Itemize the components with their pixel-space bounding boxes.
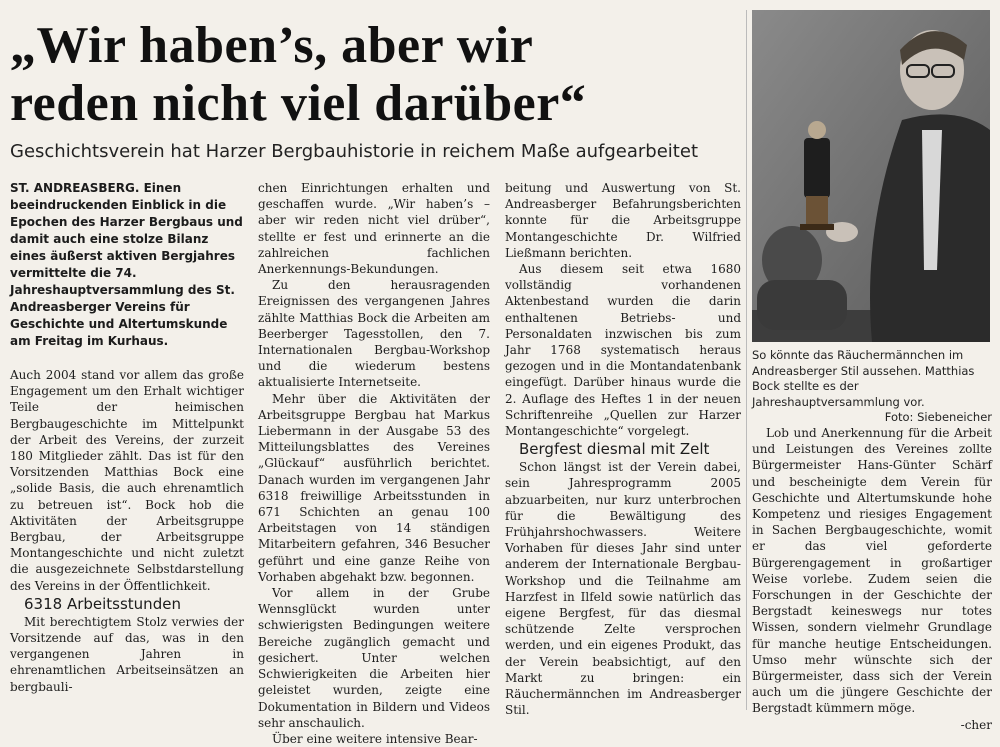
subheadline: Geschichtsverein hat Harzer Bergbauhistorie in reichem Maße aufgearbeitet xyxy=(10,141,698,162)
column-3 xyxy=(505,180,741,719)
body-paragraph: Aus diesem seit etwa 1680 vollständig vorhandenen Aktenbestand wurden die darin enthaltenen Betriebs- und Personaldaten inzwischen bis zum Jahr 1768 systematisch heraus gezogen und in die Montandatenbank eingefügt. Darüber hinaus wurde die 2. Auflage des Heftes 1 in der neuen Schriftenreihe „Quellen zur Harzer Montangeschichte“ vorgelegt. xyxy=(505,262,741,439)
body-paragraph: Zu den herausragenden Ereignissen des vergangenen Jahres zählte Matthias Bock die Arbeiten am Beerberger Tagesstollen, den 7. Internationalen Bergbau-Workshop und die wiederum bestens aktualisierte Internetseite. xyxy=(258,278,490,390)
body-paragraph: Lob und Anerkennung für die Arbeit und Leistungen des Vereines zollte Bürgermeister Hans-Günter Schärf und bescheinigte dem Verein für Geschichte und Altertumskunde hohe Kompetenz und riesiges Engagement in Sachen Bergbaugeschichte, womit er das viel geforderte Bürgerengagement in großartiger Weise vorlebe. Zudem seien die Forschungen in der Geschichte der Bergstadt keineswegs nur totes Wissen, sondern vielmehr Grundlage für manche heutige Entscheidungen. Umso mehr wünschte sich der Bürgermeister, dass sich der Verein auch um die jüngere Geschichte der Bergstadt kümmern möge. xyxy=(752,426,992,716)
headline-line-1: „Wir haben’s, aber wir xyxy=(10,17,534,74)
body-paragraph: Mit berechtigtem Stolz verwies der Vorsitzende auf das, was in den vergangenen Jahren in ehrenamtlichen Arbeitseinsätzen an bergbauli- xyxy=(10,614,244,694)
caption-text: So könnte das Räuchermännchen im Andreasberger Stil aussehen. Matthias Bock stellte es der Jahreshauptversammlung vor. xyxy=(752,348,975,409)
photo-caption xyxy=(752,348,992,426)
article-photo xyxy=(752,10,990,342)
body-paragraph: Mehr über die Aktivitäten der Arbeitsgruppe Bergbau hat Markus Liebermann in der Ausgabe 53 des Mitteilungsblattes des Vereines „Glückauf“ ausführlich berichtet. Danach wurden im vergangenen Jahr 6318 freiwillige Arbeitsstunden in 671 Schichten an genau 100 Arbeitstagen von 14 ständigen Mitarbeitern gefahren, 346 Besucher geführt und eine ganze Reihe von Vorhaben abgehakt bzw. begonnen. xyxy=(258,391,490,584)
body-paragraph: Schon längst ist der Verein dabei, sein Jahresprogramm 2005 abzuarbeiten, nur kurz unterbrochen für die Bewältigung des Frühjahrshochwassers. Weitere Vorhaben für dieses Jahr sind unter anderem der Internationale Bergbau-Workshop und die Teilnahme am Harzfest in Ilfeld sowie natürlich das eigene Bergfest, für das diesmal schützende Zelte versprochen werden, und ein eigenes Produkt, das der Verein beabsichtigt, auf den Markt zu bringen: ein Räuchermännchen im Andreasberger Stil. xyxy=(505,460,741,718)
lead-paragraph: ST. ANDREASBERG. Einen beeindruckenden Einblick in die Epochen des Harzer Bergbaus und damit auch eine stolze Bilanz eines äußerst aktiven Bergjahres vermittelte die 74. Jahreshauptversammlung des St. Andreasberger Vereins für Geschichte und Altertumskunde am Freitag im Kurhaus. xyxy=(10,181,243,348)
section-heading-arbeitsstunden: 6318 Arbeitsstunden xyxy=(24,594,181,613)
column-divider xyxy=(746,10,747,710)
body-paragraph: chen Einrichtungen erhalten und geschaffen wurde. „Wir haben’s – aber wir reden nicht viel drüber“, stellte er fest und erinnerte an die zahlreichen fachlichen Anerkennungs-Bekundungen. xyxy=(258,181,490,277)
body-paragraph: Auch 2004 stand vor allem das große Engagement um den Erhalt wichtiger Teile der heimischen Bergbaugeschichte im Mittelpunkt der Arbeit des Vereins, der zurzeit 180 Mitglieder zählt. Das ist für den Vorsitzenden Matthias Bock eine „solide Basis, die auch ehrenamtlich zu betreuen ist“. Bock hob die Aktivitäten der Arbeitsgruppe Bergbau, der Arbeitsgruppe Montangeschichte und nicht zuletzt die ausgezeichnete Selbstdarstellung des Vereins in der Öffentlichkeit. xyxy=(10,368,244,593)
photo-credit: Foto: Siebeneicher xyxy=(884,410,992,424)
body-paragraph: Vor allem in der Grube Wennsglückt wurden unter schwierigsten Bedingungen weitere Bereiche zugänglich gemacht und gesichert. Unter welchen Schwierigkeiten die Arbeiten hier geleistet wurden, zeigte eine Dokumentation in Bildern und Videos sehr anschaulich. xyxy=(258,586,490,730)
body-paragraph: beitung und Auswertung von St. Andreasberger Befahrungsberichten konnte für die Arbeitsgruppe Montangeschichte Dr. Wilfried Ließmann berichten. xyxy=(505,181,741,260)
author-signature: -cher xyxy=(960,717,992,732)
section-heading-bergfest: Bergfest diesmal mit Zelt xyxy=(519,440,710,459)
column-1 xyxy=(10,180,244,695)
headline-line-2: reden nicht viel darüber“ xyxy=(10,75,587,132)
column-4 xyxy=(752,425,992,733)
photo-illustration xyxy=(752,10,990,342)
column-2 xyxy=(258,180,490,747)
body-paragraph: Über eine weitere intensive Bear- xyxy=(272,731,478,746)
